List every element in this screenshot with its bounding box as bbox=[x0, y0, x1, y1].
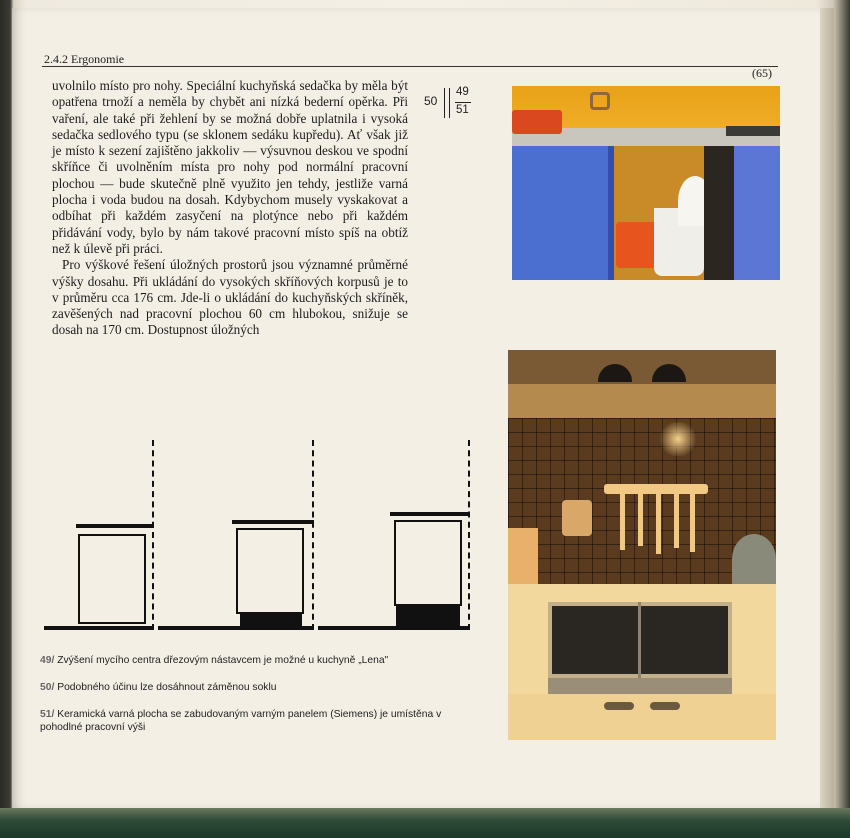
photo-red-bucket bbox=[616, 222, 656, 268]
photo-light-glare bbox=[658, 422, 698, 456]
photo-utensil-3 bbox=[656, 490, 661, 554]
photo-cabinet-door-left bbox=[512, 146, 608, 280]
photo-hob bbox=[726, 126, 780, 136]
photo-cabinet-door-right bbox=[734, 146, 780, 280]
photo-ceramic-hob bbox=[508, 350, 776, 740]
section-header: 2.4.2 Ergonomie bbox=[44, 52, 125, 66]
diagram-1-cabinet bbox=[78, 534, 146, 624]
header-rule bbox=[42, 66, 778, 67]
caption-50 bbox=[40, 681, 460, 694]
photo-dish-rack bbox=[512, 110, 562, 134]
figure-ref-50: 50 bbox=[424, 94, 438, 108]
photo-drawer-front bbox=[508, 694, 776, 740]
diagram-3-plinth bbox=[396, 606, 460, 626]
diagram-2-floor bbox=[158, 626, 314, 630]
diagram-3-floor bbox=[318, 626, 470, 630]
diagram-1-floor bbox=[44, 626, 154, 630]
figure-ref-fraction-line bbox=[455, 102, 471, 103]
photo-kitchen-sink bbox=[512, 86, 780, 280]
caption-text: Podobného účinu lze dosáhnout záměnou soklu bbox=[57, 682, 277, 693]
photo-hood bbox=[508, 350, 776, 384]
paragraph-1: uvolnilo místo pro nohy. Speciální kuchyňská sedačka by měla být opatřena trnoží a neměla by chybět ani nízká bederní opěrka. Při vaření, ale také při žehlení by se možná dobře uplatnila i vysoká sedačka sedlového typu (se sklonem sedáku kupředu). Ať však již je místo k sezení zajištěno jakkoliv — výsuvnou deskou ve spodní skříňce či uvolněním místa pro nohy pod normální pracovní plochou — bude skutečně plně využito jen tehdy, jestliže varná plocha i voda budou na dosah. Kdybychom musely vyskakovat a odbíhat při každém zasyčení na plotýnce nebo při každém přidávání vody, bylo by nám takové pracovní místo spíš na obtíž než k úlevě při práci. bbox=[52, 78, 408, 256]
photo-faucet bbox=[590, 92, 610, 110]
photo-utensil-1 bbox=[620, 490, 625, 550]
diagram-2-plinth bbox=[240, 614, 302, 626]
cabinet-height-diagrams bbox=[40, 436, 480, 640]
diagram-2-reference-line bbox=[312, 440, 314, 630]
page-number: (65) bbox=[752, 66, 772, 80]
photo-wooden-box bbox=[508, 528, 538, 584]
caption-51 bbox=[40, 708, 460, 734]
photo-drawer-handle-left bbox=[604, 702, 634, 710]
figure-captions bbox=[40, 654, 460, 748]
photo-drawer-handle-right bbox=[650, 702, 680, 710]
caption-number: 51/ bbox=[40, 709, 55, 720]
figure-ref-bars bbox=[444, 88, 450, 118]
book-cover-edge bbox=[0, 808, 850, 838]
photo-hood-front bbox=[508, 384, 776, 418]
caption-number: 49/ bbox=[40, 655, 55, 666]
diagram-3-cabinet bbox=[394, 520, 462, 606]
photo-plant bbox=[732, 534, 776, 584]
diagram-1-worktop bbox=[76, 524, 154, 528]
caption-49 bbox=[40, 654, 460, 667]
diagram-3-worktop bbox=[390, 512, 470, 516]
diagram-2-worktop bbox=[232, 520, 314, 524]
caption-number: 50/ bbox=[40, 682, 55, 693]
figure-ref-49: 49 bbox=[456, 86, 469, 98]
photo-utensil-4 bbox=[674, 490, 679, 548]
diagram-1-reference-line bbox=[152, 440, 154, 630]
diagram-3-reference-line bbox=[468, 440, 470, 630]
caption-text: Keramická varná plocha se zabudovaným varným panelem (Siemens) je umístěna v pohodlné pracovní výši bbox=[40, 709, 442, 733]
caption-text: Zvýšení mycího centra dřezovým nástavcem je možné u kuchyně „Lena" bbox=[57, 655, 389, 666]
diagram-2-cabinet bbox=[236, 528, 304, 614]
paragraph-2: Pro výškové řešení úložných prostorů jsou významné průměrné výšky dosahu. Při ukládání do vysokých skříňových korpusů je to v průměru cca 176 cm. Jde-li o ukládání do kuchyňských skříněk, zavěšených nad pracovní plochou 60 cm hlubokou, snižuje se dosah na 170 cm. Dostupnost úložných bbox=[52, 257, 408, 338]
photo-cabinet-dark bbox=[704, 146, 734, 280]
figure-ref-51: 51 bbox=[456, 104, 469, 116]
photo-hob-divider bbox=[638, 602, 641, 678]
body-text bbox=[52, 78, 408, 339]
photo-oven-mitt bbox=[562, 500, 592, 536]
photo-hob-controls bbox=[548, 678, 732, 694]
page-edge bbox=[820, 8, 834, 808]
photo-utensil-2 bbox=[638, 490, 643, 546]
photo-utensil-5 bbox=[690, 490, 695, 552]
